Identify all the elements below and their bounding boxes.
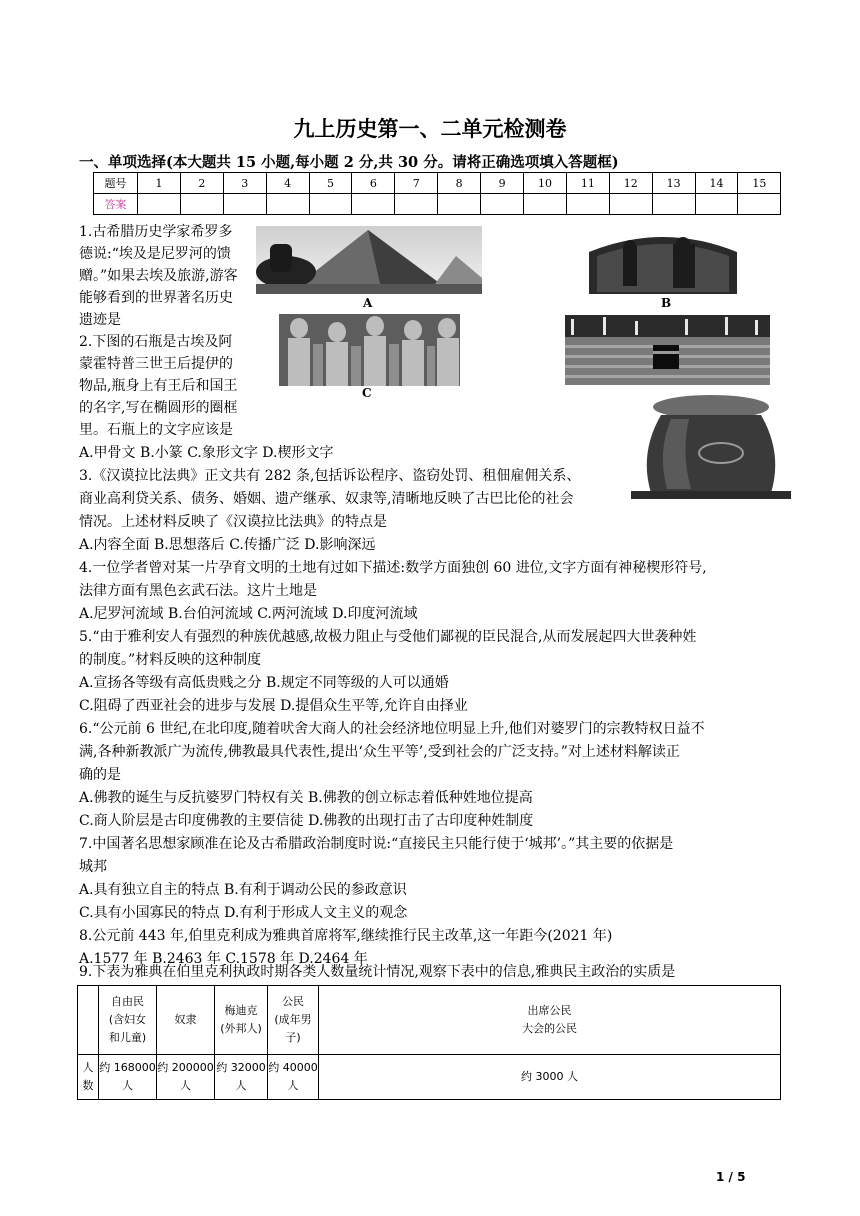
page-number: 1 / 5: [716, 1170, 746, 1184]
option-line: A.尼罗河流域 B.台伯河流域 C.两河流域 D.印度河流域: [79, 606, 418, 622]
text-line: 法律方面有黑色玄武石法。这片土地是: [79, 583, 317, 599]
table-header-row: [78, 986, 781, 1055]
text-line: 蒙霍特普三世王后提伊的: [79, 356, 233, 372]
question-number-cell: 4: [266, 173, 309, 194]
text-line: 4.一位学者曾对某一片孕育文明的土地有过如下描述:数学方面独创 60 进位,文字方面有神秘楔形符号,: [79, 560, 707, 576]
value-slaves: 约 200000 人: [157, 1055, 215, 1100]
kaaba-mecca-photo: [565, 315, 770, 385]
question-number-cell: 5: [309, 173, 352, 194]
header-citizens: 公民 (成年男 子): [268, 986, 319, 1055]
option-line: A.内容全面 B.思想落后 C.传播广泛 D.影响深远: [79, 537, 376, 553]
photo-caption-b: B: [661, 296, 672, 310]
page-title: 九上历史第一、二单元检测卷: [293, 116, 567, 141]
text-line: 确的是: [79, 767, 121, 783]
option-line: A.1577 年 B.2463 年 C.1578 年 D.2464 年: [79, 951, 368, 967]
terracotta-warriors-photo: [279, 314, 460, 386]
answer-cell[interactable]: [695, 194, 738, 215]
value-free-people: 约 168000 人: [99, 1055, 157, 1100]
question-number-cell: 9: [481, 173, 524, 194]
photo-caption-a: A: [363, 296, 373, 310]
answer-cell[interactable]: [223, 194, 266, 215]
answer-cell[interactable]: [524, 194, 567, 215]
text-line: 遗迹是: [79, 312, 121, 328]
text-line: 的制度。”材料反映的这种制度: [79, 652, 262, 668]
question-number-cell: 6: [352, 173, 395, 194]
question-number-cell: 8: [438, 173, 481, 194]
header-metics: 梅迪克 (外邦人): [215, 986, 268, 1055]
question-number-cell: 2: [180, 173, 223, 194]
pyramid-sphinx-photo: [256, 226, 482, 294]
question-number-cell: 14: [695, 173, 738, 194]
answer-grid-answer-label: 答案: [94, 194, 138, 215]
option-line: C.阻碍了西亚社会的进步与发展 D.提倡众生平等,允许自由择业: [79, 698, 468, 714]
option-line: A.具有独立自主的特点 B.有利于调动公民的参政意识: [79, 882, 407, 898]
option-line: A.宣扬各等级有高低贵贱之分 B.规定不同等级的人可以通婚: [79, 675, 449, 691]
question-number-cell: 12: [609, 173, 652, 194]
text-line: 9.下表为雅典在伯里克利执政时期各类人数量统计情况,观察下表中的信息,雅典民主政治的实质是: [79, 964, 676, 980]
question-number-cell: 1: [138, 173, 181, 194]
answer-cell[interactable]: [138, 194, 181, 215]
answer-grid-header-label: 题号: [94, 173, 138, 194]
answer-cell[interactable]: [352, 194, 395, 215]
stone-vase-photo: [631, 393, 791, 499]
text-line: 2.下图的石瓶是古埃及阿: [79, 334, 233, 350]
text-line: 能够看到的世界著名历史: [79, 290, 233, 306]
question-number-cell: 15: [738, 173, 781, 194]
answer-grid-answer-row: [94, 194, 781, 215]
text-line: 满,各种新教派广为流传,佛教最具代表性,提出‘众生平等’,受到社会的广泛支持。”对上述材料解读正: [79, 744, 680, 760]
answer-grid-number-row: [94, 173, 781, 194]
answer-cell[interactable]: [566, 194, 609, 215]
table-corner-cell: [78, 986, 99, 1055]
value-metics: 约 32000 人: [215, 1055, 268, 1100]
option-line: C.具有小国寡民的特点 D.有利于形成人文主义的观念: [79, 905, 408, 921]
answer-cell[interactable]: [438, 194, 481, 215]
text-line: 8.公元前 443 年,伯里克利成为雅典首席将军,继续推行民主改革,这一年距今(2021 年): [79, 928, 613, 944]
athens-population-table: [77, 985, 781, 1100]
row-label: 人 数: [78, 1055, 99, 1100]
question-number-cell: 13: [652, 173, 695, 194]
answer-cell[interactable]: [309, 194, 352, 215]
answer-cell[interactable]: [609, 194, 652, 215]
question-number-cell: 10: [524, 173, 567, 194]
text-line: 商业高利贷关系、债务、婚姻、遗产继承、奴隶等,清晰地反映了古巴比伦的社会: [79, 491, 574, 507]
header-free-people: 自由民 (含妇女 和儿童): [99, 986, 157, 1055]
text-line: 里。石瓶上的文字应该是: [79, 422, 233, 438]
text-line: 的名字,写在椭圆形的圈框: [79, 400, 238, 416]
text-line: 德说:“埃及是尼罗河的馈: [79, 246, 231, 262]
code-of-hammurabi-photo: [583, 232, 743, 296]
text-line: 情况。上述材料反映了《汉谟拉比法典》的特点是: [79, 514, 387, 530]
text-line: 7.中国著名思想家顾准在论及古希腊政治制度时说:“直接民主只能行使于‘城邦’。”其主要的依据是: [79, 836, 674, 852]
text-line: 5.“由于雅利安人有强烈的种族优越感,故极力阻止与受他们鄙视的臣民混合,从而发展起四大世袭种姓: [79, 629, 697, 645]
answer-cell[interactable]: [395, 194, 438, 215]
text-line: 3.《汉谟拉比法典》正文共有 282 条,包括诉讼程序、盗窃处罚、租佃雇佣关系、: [79, 468, 581, 484]
question-number-cell: 11: [566, 173, 609, 194]
text-line: 赠。”如果去埃及旅游,游客: [79, 268, 238, 284]
answer-grid: [93, 172, 781, 215]
option-line: A.佛教的诞生与反抗婆罗门特权有关 B.佛教的创立标志着低种姓地位提高: [79, 790, 533, 806]
photo-caption-c: C: [362, 386, 372, 400]
text-line: 6.“公元前 6 世纪,在北印度,随着吠舍大商人的社会经济地位明显上升,他们对婆罗门的宗教特权日益不: [79, 721, 705, 737]
section-heading: 一、单项选择(本大题共 15 小题,每小题 2 分,共 30 分。请将正确选项填入答题框): [79, 154, 619, 171]
text-line: 城邦: [79, 859, 107, 875]
value-citizens: 约 40000 人: [268, 1055, 319, 1100]
answer-cell[interactable]: [652, 194, 695, 215]
table-data-row: [78, 1055, 781, 1100]
option-line: C.商人阶层是古印度佛教的主要信徒 D.佛教的出现打击了古印度种姓制度: [79, 813, 534, 829]
answer-cell[interactable]: [738, 194, 781, 215]
value-assembly-attendees: 约 3000 人: [319, 1055, 781, 1100]
text-line: 物品,瓶身上有王后和国王: [79, 378, 238, 394]
answer-cell[interactable]: [481, 194, 524, 215]
answer-cell[interactable]: [180, 194, 223, 215]
option-line: A.甲骨文 B.小篆 C.象形文字 D.楔形文字: [79, 445, 334, 461]
text-line: 1.古希腊历史学家希罗多: [79, 224, 233, 240]
header-slaves: 奴隶: [157, 986, 215, 1055]
question-number-cell: 7: [395, 173, 438, 194]
answer-cell[interactable]: [266, 194, 309, 215]
question-number-cell: 3: [223, 173, 266, 194]
header-assembly-attendees: 出席公民 大会的公民: [319, 986, 781, 1055]
